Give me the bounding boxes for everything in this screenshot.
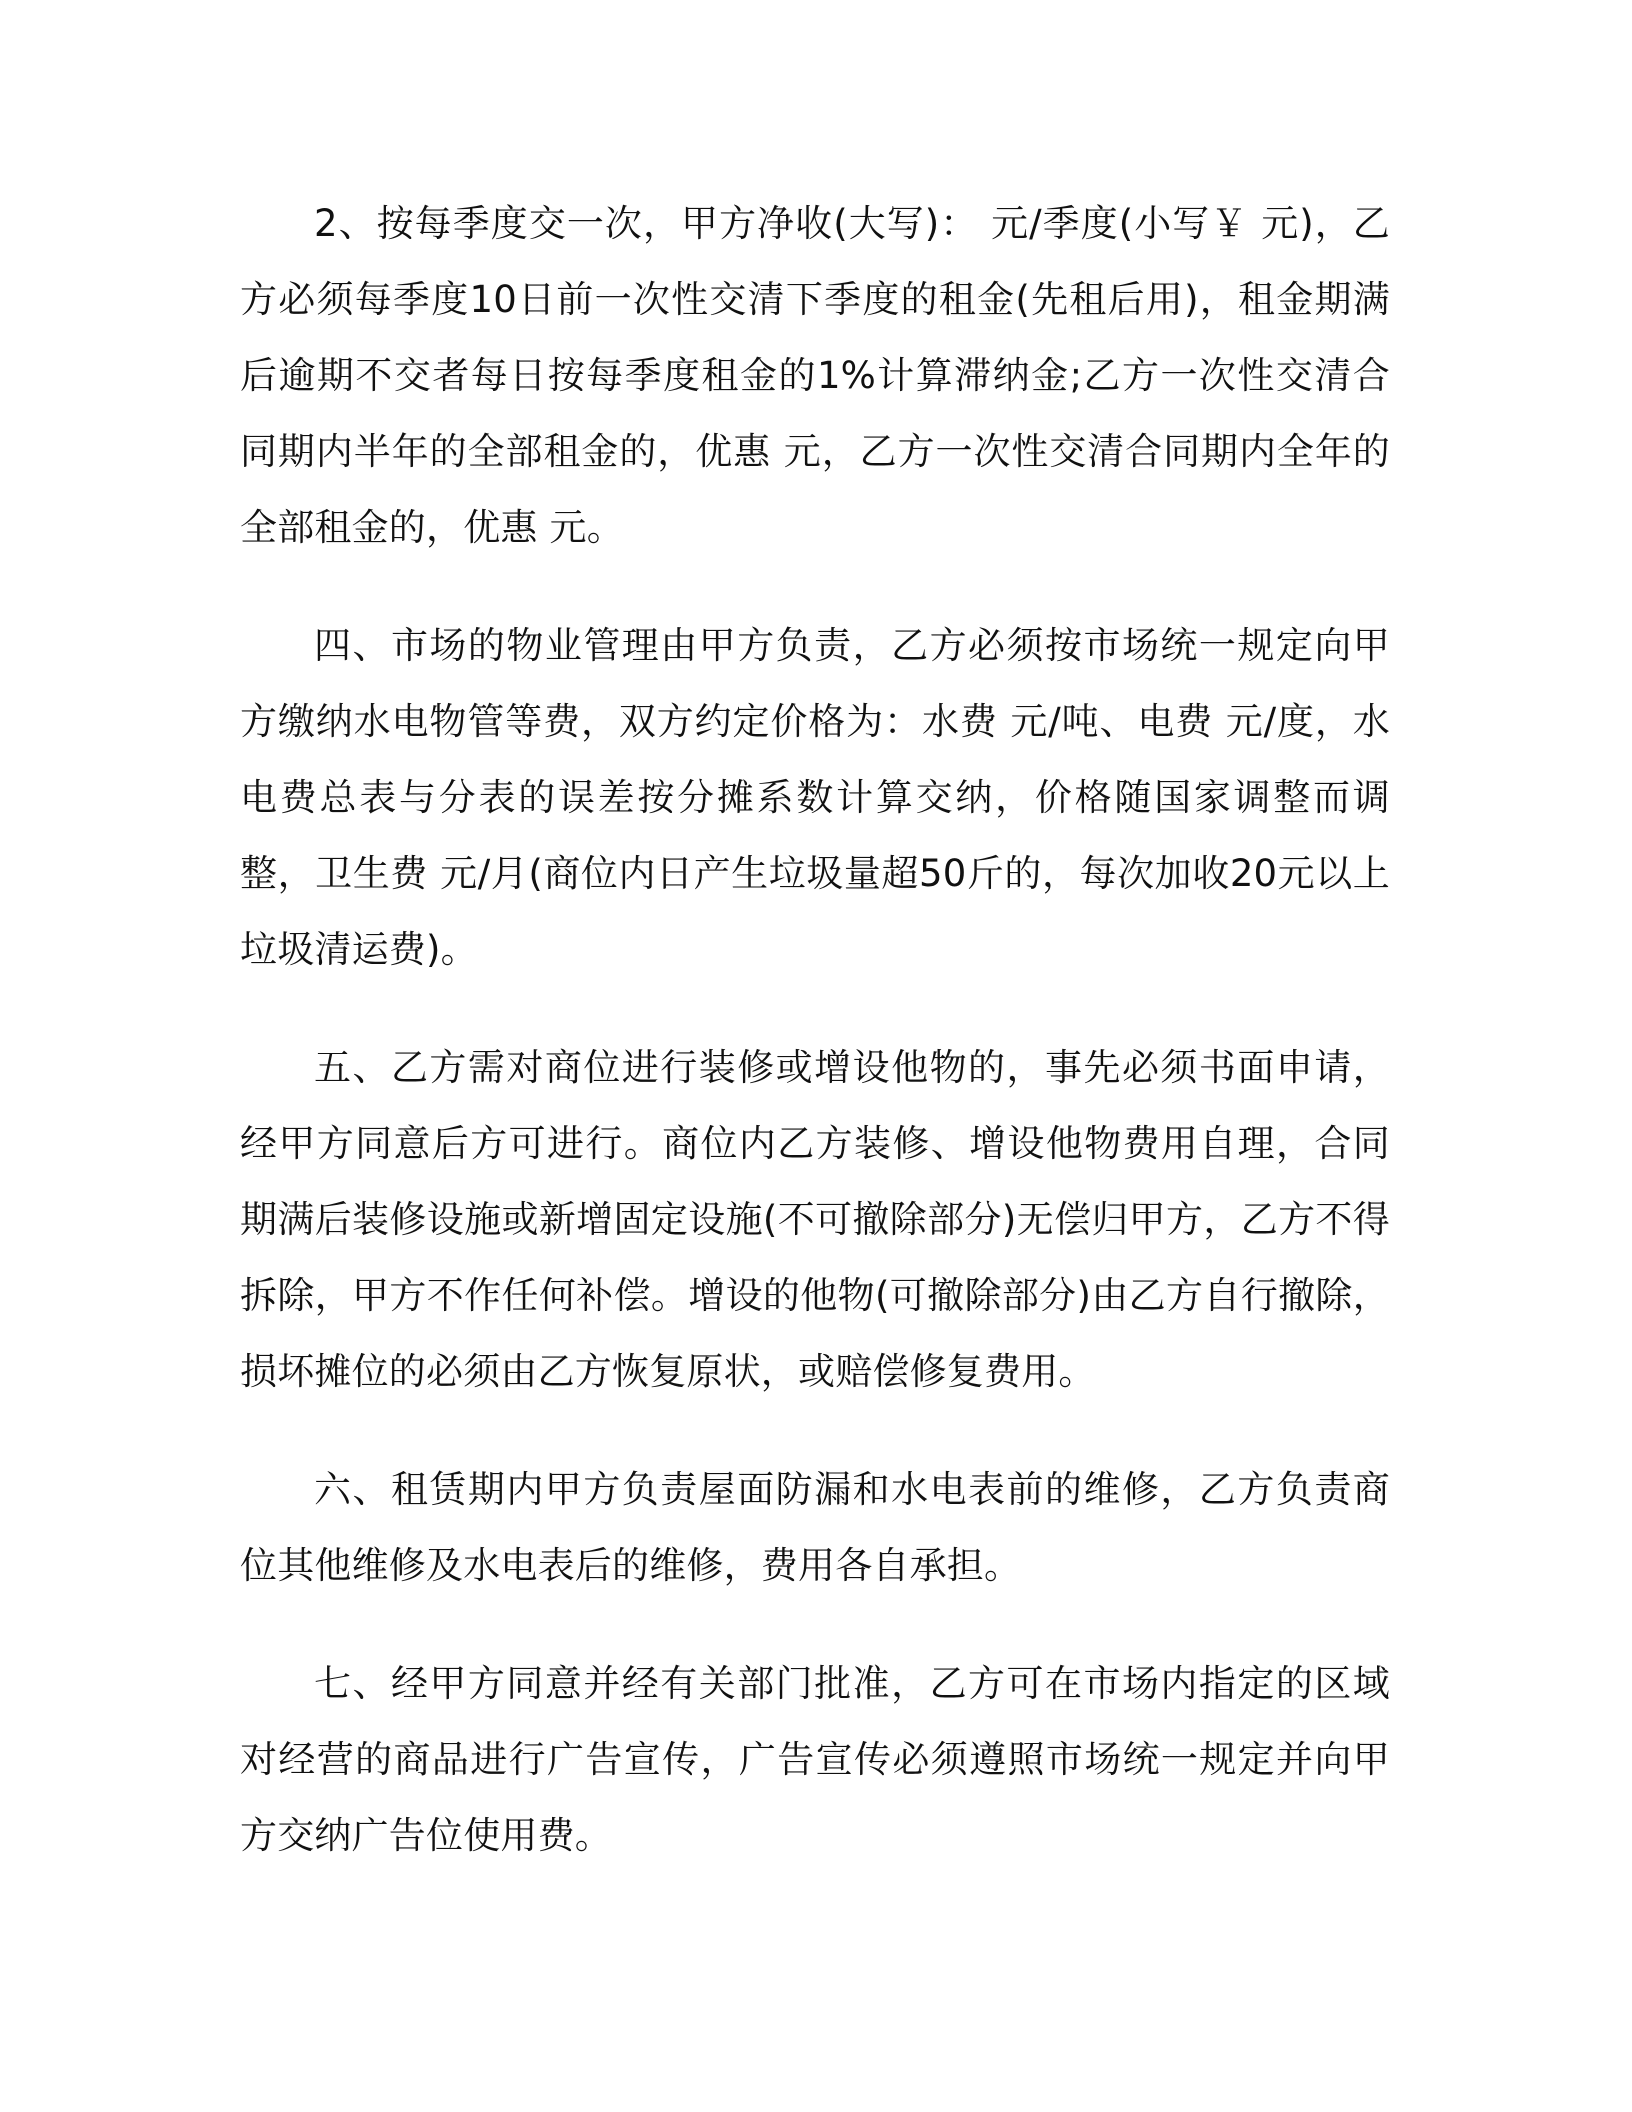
paragraph-advertising: 七、经甲方同意并经有关部门批准，乙方可在市场内指定的区域对经营的商品进行广告宣传，广告宣传必须遵照市场统一规定并向甲方交纳广告位使用费。 xyxy=(240,1662,1390,1857)
paragraph-renovation: 五、乙方需对商位进行装修或增设他物的，事先必须书面申请，经甲方同意后方可进行。商位内乙方装修、增设他物费用自理，合同期满后装修设施或新增固定设施(不可撤除部分)无偿归甲方，乙方不得拆除，甲方不作任何补偿。增设的他物(可撤除部分)由乙方自行撤除，损坏摊位的必须由乙方恢复原状，或赔偿修复费用。 xyxy=(240,1046,1390,1393)
document-body xyxy=(240,186,1390,1916)
paragraph-payment-quarterly: 2、按每季度交一次，甲方净收(大写)： 元/季度(小写￥ 元)，乙方必须每季度10日前一次性交清下季度的租金(先租后用)，租金期满后逾期不交者每日按每季度租金的1%计算滞纳金;乙方一次性交清合同期内半年的全部租金的，优惠 元，乙方一次性交清合同期内全年的全部租金的，优惠 元。 xyxy=(240,202,1390,549)
paragraph-property-management: 四、市场的物业管理由甲方负责，乙方必须按市场统一规定向甲方缴纳水电物管等费，双方约定价格为：水费 元/吨、电费 元/度，水电费总表与分表的误差按分摊系数计算交纳，价格随国家调整而调整，卫生费 元/月(商位内日产生垃圾量超50斤的，每次加收20元以上垃圾清运费)。 xyxy=(240,624,1390,971)
paragraph-maintenance: 六、租赁期内甲方负责屋面防漏和水电表前的维修，乙方负责商位其他维修及水电表后的维修，费用各自承担。 xyxy=(240,1468,1390,1587)
